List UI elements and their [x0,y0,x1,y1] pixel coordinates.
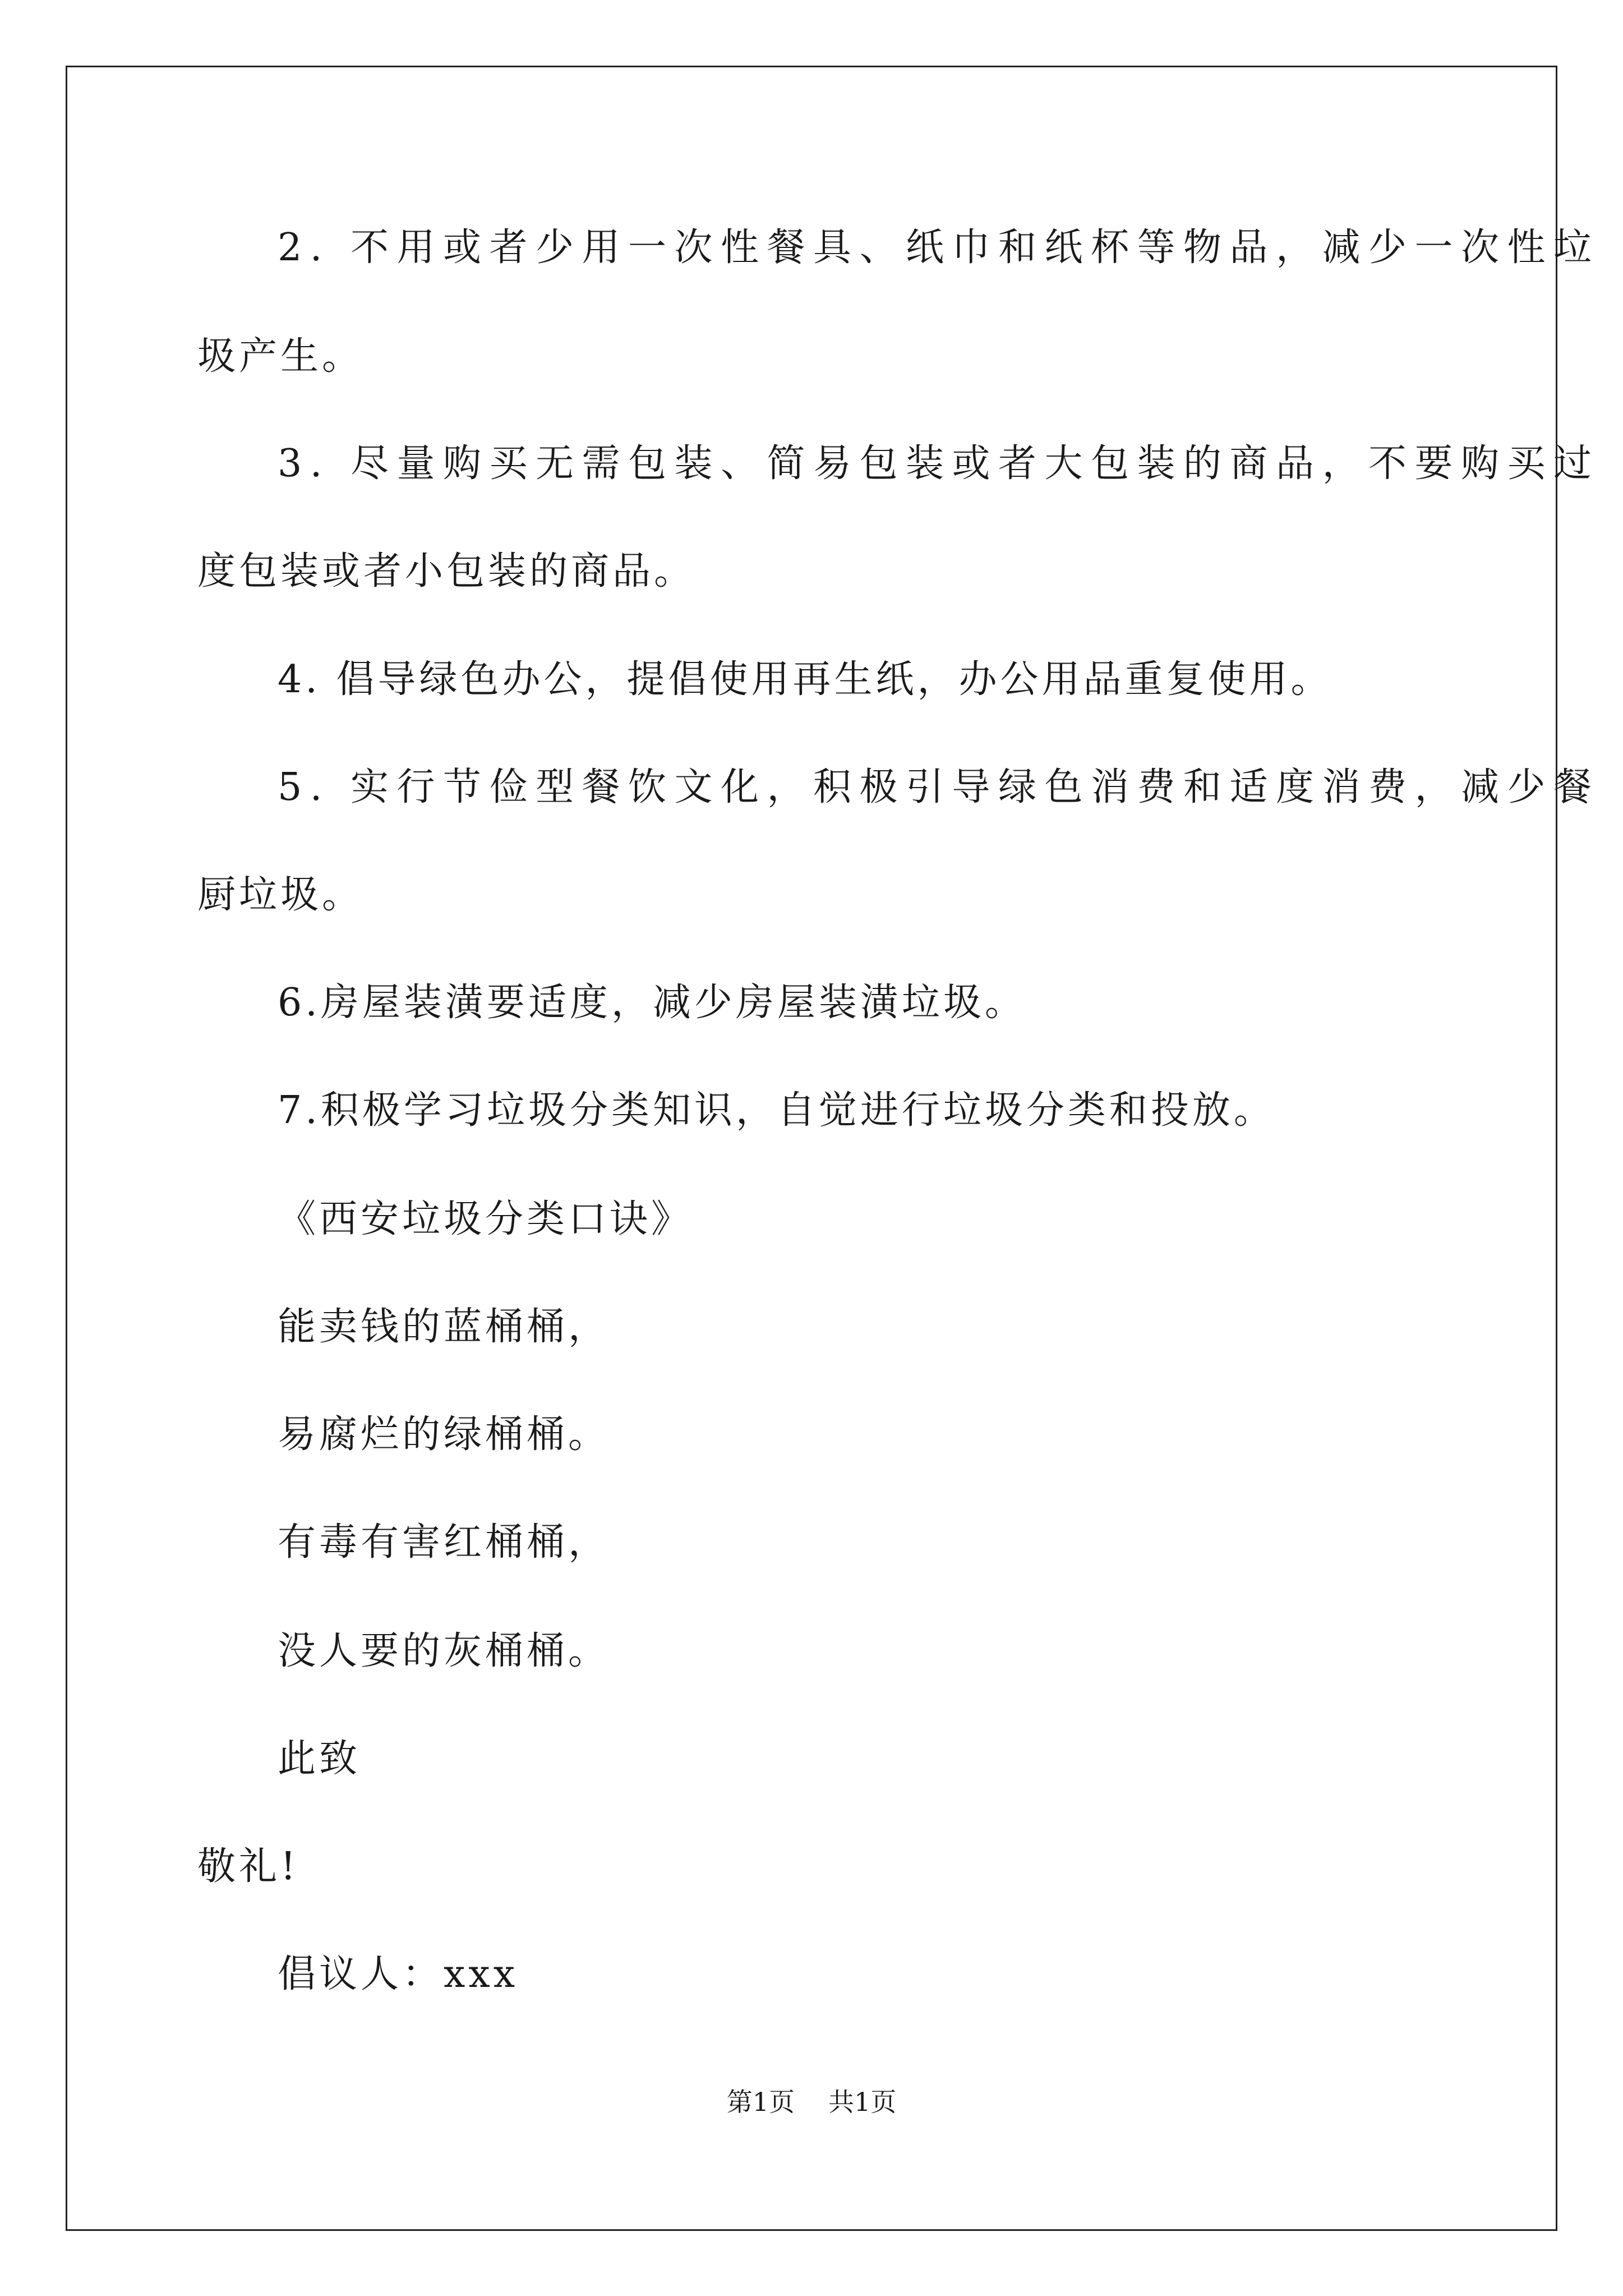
page-footer [0,2085,1623,2119]
item-2-line-2: 圾产生。 [197,334,364,379]
signer: 倡议人：xxx [278,1952,519,1996]
item-6: 6.房屋装潢要适度，减少房屋装潢垃圾。 [278,981,1026,1025]
footer-total-pages: 共1页 [828,2087,897,2117]
item-3-line-2: 度包装或者小包装的商品。 [197,549,696,593]
item-2-line-1: 2. 不用或者少用一次性餐具、纸巾和纸杯等物品，减少一次性垃 [278,226,1600,270]
closing-regards: 敬礼! [197,1844,299,1889]
item-7: 7.积极学习垃圾分类知识，自觉进行垃圾分类和投放。 [278,1088,1275,1133]
item-5-line-2: 厨垃圾。 [197,873,364,917]
page-border [66,66,1600,2231]
poem-line-2: 易腐烂的绿桶桶。 [278,1412,610,1457]
closing-salute: 此致 [278,1737,361,1781]
item-3-line-1: 3. 尽量购买无需包装、简易包装或者大包装的商品，不要购买过 [278,441,1600,486]
poem-line-4: 没人要的灰桶桶。 [278,1629,610,1673]
footer-page-number: 第1页 [726,2087,795,2117]
poem-line-1: 能卖钱的蓝桶桶， [278,1305,610,1349]
item-5-line-1: 5. 实行节俭型餐饮文化，积极引导绿色消费和适度消费，减少餐 [278,765,1600,809]
poem-title: 《西安垃圾分类口诀》 [278,1197,693,1241]
poem-line-3: 有毒有害红桶桶， [278,1520,610,1565]
item-4: 4. 倡导绿色办公，提倡使用再生纸，办公用品重复使用。 [278,657,1332,702]
